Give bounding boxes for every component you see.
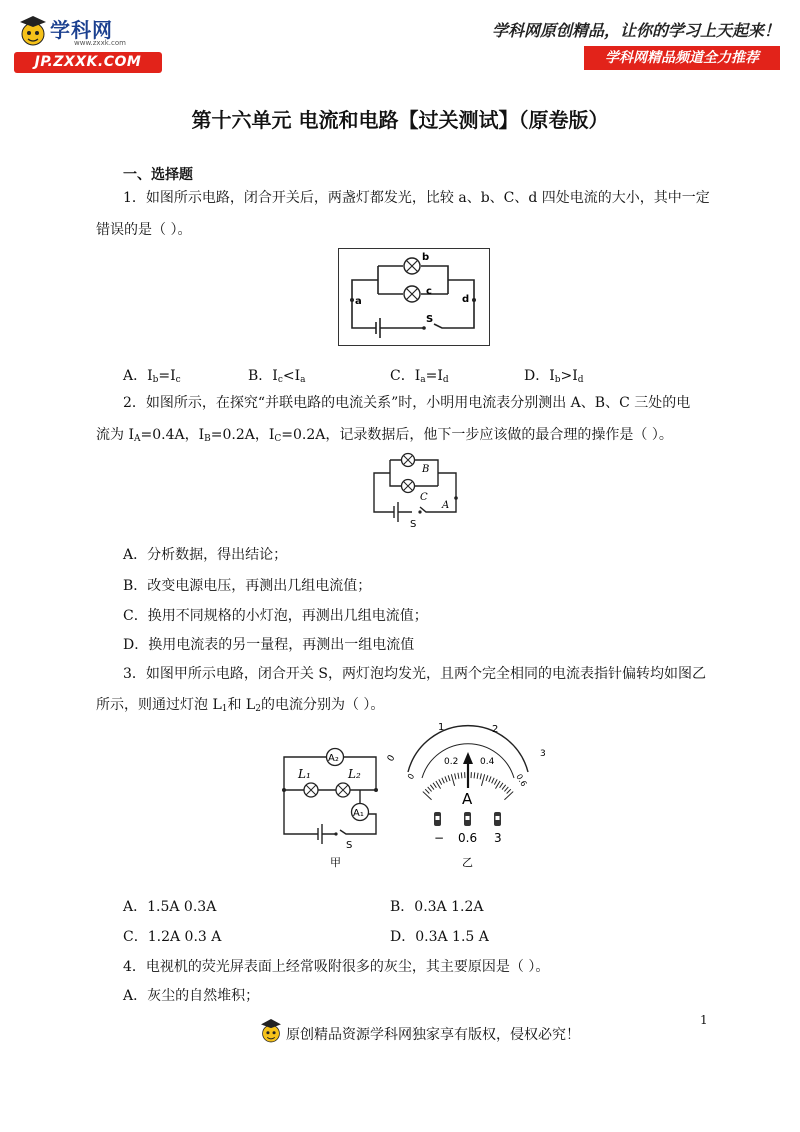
q3-terminal-06: 0.6 — [458, 831, 478, 845]
q3-scale-bottom-1: 0.2 — [444, 757, 459, 767]
logo-brand: 学科网 — [50, 18, 113, 42]
logo-sub: www.zxxk.com — [74, 39, 126, 47]
ammeter-scale-tick — [474, 772, 475, 778]
q2-option-a: A．分析数据，得出结论； — [123, 547, 288, 563]
ammeter-scale-tick — [433, 783, 436, 788]
q1-stem-line1: 1．如图所示电路，闭合开关后，两盏灯都发光，比较 a、b、C、d 四处电流的大小，其中一定 — [123, 190, 710, 206]
q1-option-b: B．$I_c<I_a$ — [248, 368, 306, 385]
q2-option-d: D．换用电流表的另一量程，再测出一组电流值 — [123, 637, 415, 653]
q3-ammeter-diagram-yi — [386, 720, 554, 870]
q1-option-a: A．$I_b=I_c$ — [123, 368, 181, 385]
ammeter-scale-tick — [451, 774, 454, 786]
q3-scale-bottom-2: 0.4 — [480, 757, 495, 767]
page-number: 1 — [700, 1013, 708, 1027]
mascot-icon — [16, 14, 50, 50]
q3-option-c: C．1.2A 0.3 A — [123, 929, 222, 945]
header-slogan: 学科网原创精品，让你的学习上天起来！ — [491, 21, 780, 40]
q1-label-d: d — [462, 294, 470, 305]
q2-stem-line1: 2．如图所示，在探究“并联电路的电流关系”时，小明用电流表分别测出 A、B、C 三处的电 — [123, 395, 691, 411]
ammeter-scale-tick — [481, 774, 484, 786]
q3-label-l1: L₁ — [298, 767, 311, 781]
q1-stem-line2: 错误的是（ ）。 — [96, 222, 192, 238]
q3-option-d: D．0.3A 1.5 A — [390, 929, 489, 945]
ammeter-scale-tick — [486, 775, 488, 781]
q3-terminal-3: 3 — [494, 831, 502, 845]
ammeter-needle-icon — [463, 752, 473, 764]
page-title: 第十六单元 电流和电路【过关测试】（原卷版） — [191, 108, 609, 132]
ammeter-scale-tick — [480, 773, 481, 779]
ammeter-scale-tick — [428, 787, 432, 792]
ammeter-scale-tick — [507, 789, 511, 793]
q3-scale-top-0: 0 — [386, 753, 398, 764]
ammeter-scale-tick — [504, 787, 508, 792]
q3-label-a1: A₁ — [353, 808, 364, 819]
q4-option-a: A．灰尘的自然堆积； — [123, 988, 260, 1004]
ammeter-scale-tick — [448, 775, 450, 781]
q1-label-a: a — [355, 296, 362, 307]
ammeter-scale-tick — [477, 773, 478, 779]
ammeter-scale-tick — [430, 785, 434, 790]
footer-mascot-icon — [258, 1016, 284, 1048]
q1-label-c: c — [426, 286, 432, 297]
q2-circuit-diagram — [368, 446, 464, 530]
q2-label-b: B — [422, 464, 430, 475]
q3-label-jia: 甲 — [330, 856, 341, 869]
q3-label-l2: L₂ — [348, 767, 361, 781]
q3-scale-bottom-3: 0.6 — [514, 772, 529, 789]
section-heading: 一、选择题 — [123, 167, 193, 183]
ammeter-scale-tick — [504, 792, 513, 800]
ammeter-scale-tick — [445, 776, 447, 782]
q1-option-c: C．$I_a=I_d$ — [390, 368, 449, 385]
q1-circuit-diagram — [338, 248, 490, 346]
q3-scale-bottom-0: 0 — [405, 772, 417, 781]
ammeter-scale-tick — [502, 785, 506, 790]
ammeter-scale-tick — [423, 792, 432, 800]
q3-option-b: B．0.3A 1.2A — [390, 899, 484, 915]
ammeter-scale-tick — [461, 772, 462, 778]
q3-option-a: A．1.5A 0.3A — [123, 899, 217, 915]
q3-scale-top-2: 2 — [492, 724, 499, 735]
q1-label-s: S — [426, 314, 434, 325]
ammeter-scale-tick — [489, 776, 491, 782]
ammeter-scale-tick — [425, 789, 429, 793]
logo-url: JP.ZXXK.COM — [14, 52, 162, 73]
q2-stem-line2: 流为 $I_A=0.4A$，$I_B=0.2A$，$I_C=0.2A$，记录数据后，他下一步应该做的最合理的操作是（ ）。 — [96, 427, 673, 444]
q2-label-c: C — [420, 492, 428, 503]
q1-option-d: D．$I_b>I_d$ — [524, 368, 584, 385]
site-logo[interactable] — [14, 14, 164, 74]
q3-scale-top-1: 1 — [438, 722, 445, 733]
ammeter-scale-tick — [439, 779, 442, 784]
q3-label-s: S — [346, 840, 353, 851]
q3-meter-unit: A — [462, 790, 473, 808]
header-banner: 学科网精品频道全力推荐 — [584, 46, 780, 70]
q2-option-c: C．换用不同规格的小灯泡，再测出几组电流值； — [123, 608, 428, 624]
q3-stem-line1: 3．如图甲所示电路，闭合开关 S，两灯泡均发光，且两个完全相同的电流表指针偏转均如图乙 — [123, 666, 706, 682]
q1-label-b: b — [422, 252, 430, 263]
q4-stem: 4．电视机的荧光屏表面上经常吸附很多的灰尘，其主要原因是（ ）。 — [123, 959, 550, 975]
ammeter-scale-tick — [500, 783, 503, 788]
q3-label-yi: 乙 — [462, 856, 473, 869]
q3-scale-top-3: 3 — [540, 749, 546, 759]
q2-label-a: A — [442, 500, 450, 511]
ammeter-scale-tick — [455, 773, 456, 779]
ammeter-scale-tick — [492, 778, 495, 783]
ammeter-scale-tick — [442, 778, 445, 783]
q3-circuit-diagram-jia — [278, 742, 388, 870]
ammeter-scale-tick — [494, 779, 497, 784]
q3-stem-line2: 所示，则通过灯泡 $L_1$和 $L_2$的电流分别为（ ）。 — [96, 697, 385, 714]
q3-label-a2: A₂ — [328, 753, 339, 764]
q3-terminal-neg: − — [434, 831, 445, 845]
q2-label-s: S — [410, 519, 417, 530]
footer-copyright: 原创精品资源学科网独家享有版权，侵权必究！ — [286, 1027, 580, 1043]
ammeter-scale-tick — [458, 773, 459, 779]
q2-option-b: B．改变电源电压，再测出几组电流值； — [123, 578, 372, 594]
